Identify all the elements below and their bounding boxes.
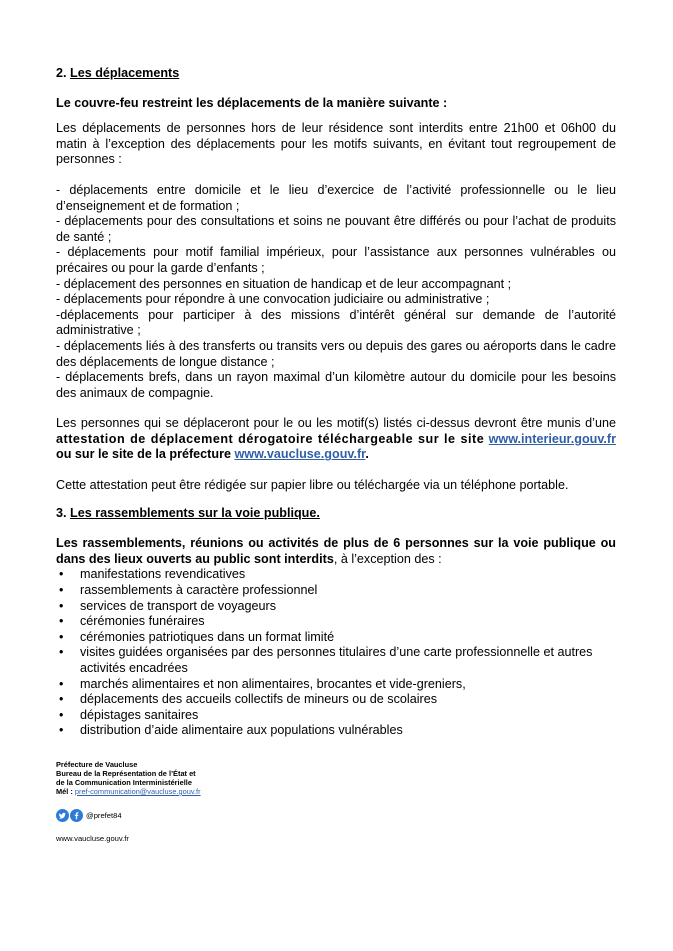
section-2-subtitle: Le couvre-feu restreint les déplacements de la manière suivante : — [56, 95, 448, 110]
footer-mail-line — [56, 787, 256, 796]
bullet-icon: • — [59, 614, 64, 629]
interieur-link[interactable]: www.interieur.gouv.fr — [488, 431, 616, 446]
list-item: • visites guidées organisées par des personnes titulaires d’une carte professionnelle et autres activités encadrées — [59, 645, 593, 675]
list-item: - déplacements pour des consultations et soins ne pouvant être différés ou pour l’achat de produits de santé ; — [56, 214, 616, 244]
mail-link[interactable]: pref-communication@vaucluse.gouv.fr — [74, 787, 201, 796]
list-item: - déplacements pour motif familial impérieux, pour l’assistance aux personnes vulnérables ou précaires ou pour la garde d’enfants ; — [56, 245, 616, 275]
list-item: • déplacements des accueils collectifs de mineurs ou de scolaires — [59, 692, 438, 707]
bullet-icon: • — [59, 583, 64, 598]
bullet-icon: • — [59, 707, 64, 722]
footer-prefecture: Préfecture de Vaucluse — [56, 760, 138, 769]
bullet-icon: • — [59, 598, 64, 613]
exceptions-list — [56, 567, 616, 739]
list-item: • rassemblements à caractère professionnel — [59, 583, 318, 598]
social-links — [56, 809, 122, 822]
list-item: -déplacements pour participer à des missions d’intérêt général sur demande de l’autorité administrative ; — [56, 307, 616, 338]
mail-label: Mél : — [56, 787, 73, 796]
attestation-end: . — [365, 447, 369, 462]
list-item: • marchés alimentaires et non alimentaires, brocantes et vide-greniers, — [59, 676, 466, 691]
section-3-intro-bold: Les rassemblements, réunions ou activités de plus de 6 personnes sur la voie publique ou dans des lieux ouverts au public sont interdits — [56, 536, 616, 566]
list-item: • manifestations revendicatives — [59, 567, 246, 582]
list-item: • dépistages sanitaires — [59, 707, 199, 722]
footer-bureau: Bureau de la Représentation de l’État et — [56, 769, 196, 778]
document-content — [56, 66, 616, 739]
footer-communication: de la Communication Interministérielle — [56, 778, 192, 787]
paper-note: Cette attestation peut être rédigée sur papier libre ou téléchargée via un téléphone portable. — [56, 478, 569, 493]
list-item: • cérémonies funéraires — [59, 614, 205, 629]
footer-contact — [56, 760, 256, 796]
list-item: - déplacements pour répondre à une convocation judiciaire ou administrative ; — [56, 292, 490, 307]
section-2-heading — [56, 66, 616, 82]
list-item: • distribution d’aide alimentaire aux populations vulnérables — [59, 723, 403, 738]
list-item: - déplacements entre domicile et le lieu d’exercice de l’activité professionnelle ou le lieu d’enseignement et de formation ; — [56, 182, 616, 213]
bullet-icon: • — [59, 692, 64, 707]
list-item: - déplacement des personnes en situation de handicap et de leur accompagnant ; — [56, 276, 512, 291]
list-item: - déplacements liés à des transferts ou transits vers ou depuis des gares ou aéroports dans le cadre des déplacements de longue distance ; — [56, 338, 616, 369]
section-3-heading — [56, 506, 616, 522]
attestation-paragraph — [56, 416, 616, 463]
list-item: • services de transport de voyageurs — [59, 598, 277, 613]
attestation-text-before: Les personnes qui se déplaceront pour le ou les motif(s) listés ci-dessus devront être munis d’une — [56, 416, 616, 431]
attestation-middle-text: ou sur le site de la préfecture — [56, 447, 235, 462]
twitter-handle: @prefet84 — [86, 811, 122, 820]
facebook-icon[interactable] — [70, 809, 83, 822]
list-item: - déplacements brefs, dans un rayon maximal d’un kilomètre autour du domicile pour les besoins des animaux de compagnie. — [56, 370, 616, 400]
bullet-icon: • — [59, 645, 64, 660]
twitter-icon[interactable] — [56, 809, 69, 822]
website-url: www.vaucluse.gouv.fr — [56, 834, 129, 843]
bullet-icon: • — [59, 629, 64, 644]
section-3-intro — [56, 536, 616, 567]
section-2-title: Les déplacements — [70, 66, 180, 80]
bullet-icon: • — [59, 567, 64, 582]
section-3-title: Les rassemblements sur la voie publique. — [70, 505, 320, 520]
attestation-bold-text: attestation de déplacement dérogatoire téléchargeable sur le site — [56, 431, 485, 446]
section-3-intro-rest: , à l’exception des : — [333, 551, 442, 566]
vaucluse-link[interactable]: www.vaucluse.gouv.fr — [234, 447, 366, 462]
bullet-icon: • — [59, 723, 64, 738]
section-2-number: 2. — [56, 66, 67, 80]
section-3-number: 3. — [56, 505, 67, 520]
motifs-list — [56, 183, 616, 401]
list-item: • cérémonies patriotiques dans un format limité — [59, 629, 335, 644]
bullet-icon: • — [59, 676, 64, 691]
section-2-intro: Les déplacements de personnes hors de leur résidence sont interdits entre 21h00 et 06h00 du matin à l’exception des déplacements pour les motifs suivants, en évitant tout regroupement de personnes : — [56, 121, 616, 167]
